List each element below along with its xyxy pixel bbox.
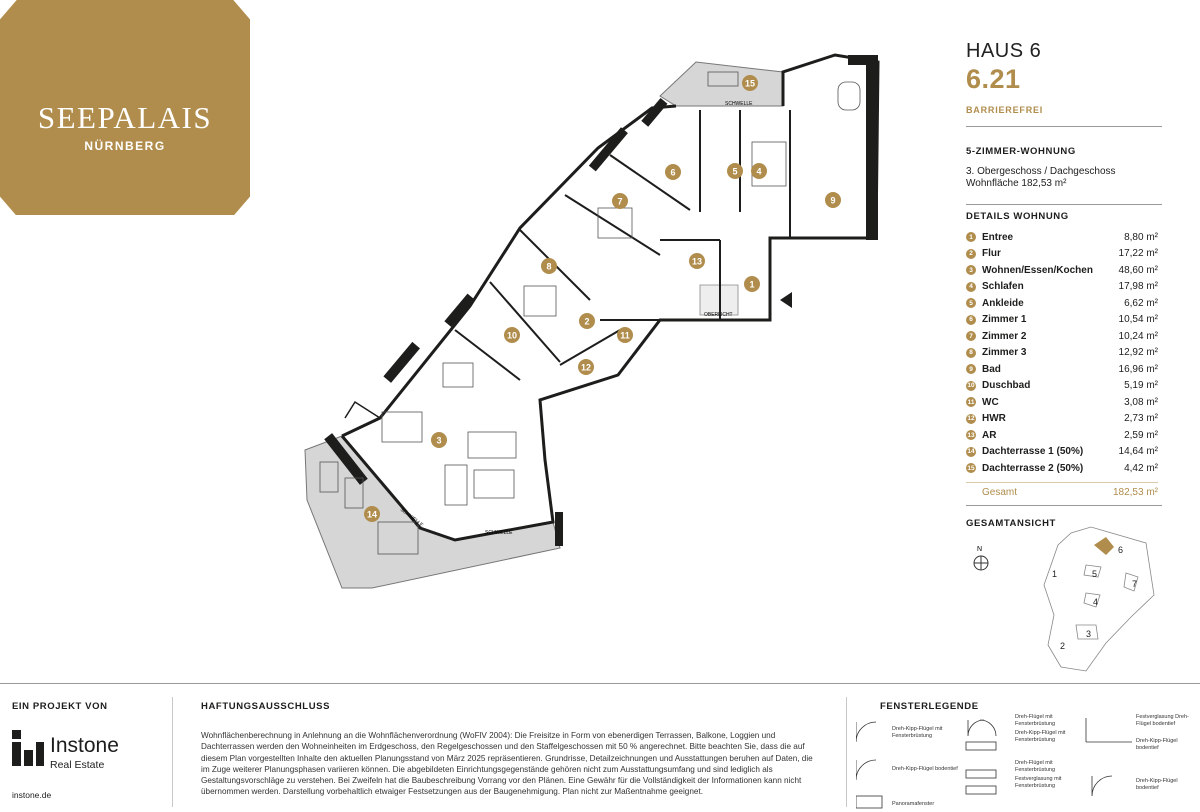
- instone-logo-icon: [12, 730, 44, 766]
- unit-number: 6.21: [966, 64, 1021, 94]
- legend-m2: Dreh-Kipp-Flügel mit Fensterbrüstung: [1015, 730, 1066, 743]
- project-heading: EIN PROJEKT VON: [12, 701, 108, 712]
- svg-text:7: 7: [1132, 579, 1138, 589]
- room-name: Wohnen/Essen/Kochen: [982, 264, 1093, 276]
- room-name: Zimmer 1: [982, 314, 1027, 326]
- room-name: Schlafen: [982, 281, 1024, 293]
- room-name: Entree: [982, 231, 1014, 243]
- details-heading: DETAILS WOHNUNG: [966, 211, 1069, 222]
- accessibility-label: BARRIEREFREI: [966, 105, 1044, 115]
- svg-text:6: 6: [670, 167, 676, 178]
- disclaimer-heading: HAFTUNGSAUSSCHLUSS: [201, 701, 331, 712]
- north-label: N: [977, 546, 983, 553]
- room-list: [966, 229, 1158, 477]
- total-area: 182,53 m²: [1112, 487, 1158, 498]
- room-number-badge: 14: [967, 448, 975, 456]
- room-area: 4,42 m²: [1124, 462, 1158, 474]
- label-oberlicht: OBERLICHT: [704, 312, 733, 318]
- room-name: HWR: [982, 413, 1006, 425]
- footer-divider: [0, 683, 1200, 684]
- svg-text:1: 1: [1052, 569, 1058, 579]
- svg-text:12: 12: [580, 362, 592, 373]
- svg-text:3: 3: [1086, 629, 1092, 639]
- legend-r3: Dreh-Kipp-Flügel bodentief: [1136, 778, 1178, 791]
- disclaimer-text: Wohnflächenberechnung in Anlehnung an die Wohnflächenverordnung (WoFlV 2004): Die Freisitze in Form von ebenerdigen Terrassen, Balkone, Loggien und Dachterrassen werden den Wohneinheiten im Erdgeschoss, den Regelgeschossen und den Staffelgeschossen mit 50 % angerechnet. Bitte beachten Sie, dass die auf diesem Plan vorgestellten Inhalte den aktuellen Planungsstand von März 2025 repräsentieren. Grundrisse, Detailzeichnungen und Ausstattungen beruhen auf Daten, die im Zuge weiterer Planungsphasen variieren können. Die abgebildeten Einrichtungsgegenstände gehören nicht zum Ausstattungsumfang und sind lediglich als Gestaltungsvorschläge zu verstehen. Bei Zweifeln hat die Baubeschreibung Vorrang vor den Plänen. Eine Gewähr für die Vollständigkeit der Informationen kann nicht übernommen werden. Darstellung vorbehaltlich etwaiger Festsetzungen aus der Baugenehmigung. Plan nicht zur Maßentnahme geeignet.: [201, 731, 813, 797]
- divider: [966, 126, 1162, 127]
- label-schwelle-2: SCHWELLE: [485, 530, 513, 536]
- svg-text:4: 4: [1093, 597, 1099, 607]
- room-number-badge: 4: [966, 282, 976, 292]
- room-row: [966, 312, 1158, 329]
- room-area: 14,64 m²: [1118, 446, 1158, 458]
- site-overview-map: [966, 525, 1162, 675]
- room-name: Flur: [982, 248, 1001, 260]
- room-number-badge: 5: [966, 298, 976, 308]
- room-area: 16,96 m²: [1118, 363, 1158, 375]
- room-number-badge: 9: [966, 364, 976, 374]
- room-number-badge: 3: [966, 265, 976, 275]
- room-row: [966, 361, 1158, 378]
- label-schwelle-3: SCHWELLE: [398, 506, 425, 529]
- svg-text:4: 4: [756, 166, 762, 177]
- house-label: HAUS 6: [966, 40, 1042, 62]
- divider: [966, 204, 1162, 205]
- divider: [966, 505, 1162, 506]
- svg-text:1: 1: [749, 279, 755, 290]
- svg-text:9: 9: [830, 195, 836, 206]
- room-area: 6,62 m²: [1124, 297, 1158, 309]
- floor-info: 3. Obergeschoss / Dachgeschoss: [966, 166, 1116, 177]
- room-name: WC: [982, 396, 999, 408]
- room-name: AR: [982, 429, 997, 441]
- room-row: [966, 394, 1158, 411]
- svg-text:2: 2: [1060, 641, 1066, 651]
- room-number-badge: 8: [966, 348, 976, 358]
- svg-text:13: 13: [691, 256, 703, 267]
- room-number-badge: 1: [966, 232, 976, 242]
- legend-m1: Dreh-Flügel mit Fensterbrüstung: [1015, 714, 1056, 727]
- room-name: Dachterrasse 1 (50%): [982, 446, 1084, 458]
- legend-l2: Dreh-Kipp-Flügel bodentief: [892, 766, 958, 772]
- svg-text:3: 3: [436, 435, 442, 446]
- footer-separator: [172, 697, 173, 807]
- living-area: Wohnfläche 182,53 m²: [966, 178, 1067, 189]
- logo-name: SEEPALAIS: [37, 100, 213, 135]
- room-row: [966, 279, 1158, 296]
- svg-text:8: 8: [546, 261, 552, 272]
- room-area: 10,24 m²: [1118, 330, 1158, 342]
- company-url[interactable]: instone.de: [12, 790, 52, 800]
- label-schwelle-1: SCHWELLE: [725, 101, 753, 107]
- legend-r2: Dreh-Kipp-Flügel bodentief: [1136, 738, 1178, 751]
- room-area: 2,59 m²: [1124, 429, 1158, 441]
- room-number-badge: 10: [967, 382, 975, 390]
- room-row: [966, 262, 1158, 279]
- company-subtitle: Real Estate: [50, 759, 105, 771]
- svg-text:7: 7: [617, 196, 623, 207]
- room-area: 2,73 m²: [1124, 413, 1158, 425]
- room-area: 10,54 m²: [1118, 314, 1158, 326]
- room-name: Ankleide: [982, 297, 1024, 309]
- svg-text:11: 11: [620, 330, 630, 341]
- legend-r1: Festverglasung Dreh-Flügel bodentief: [1136, 714, 1189, 727]
- terrace-15: [660, 62, 783, 106]
- logo-city: NÜRNBERG: [84, 139, 166, 153]
- room-area: 3,08 m²: [1124, 396, 1158, 408]
- svg-text:15: 15: [744, 78, 756, 89]
- svg-text:14: 14: [366, 509, 378, 520]
- legend-l1: Dreh-Kipp-Flügel mit Fensterbrüstung: [892, 726, 943, 739]
- room-name: Duschbad: [982, 380, 1031, 392]
- room-name: Dachterrasse 2 (50%): [982, 462, 1084, 474]
- room-row: [966, 411, 1158, 428]
- room-name: Zimmer 3: [982, 347, 1027, 359]
- room-row: [966, 229, 1158, 246]
- room-row: [966, 345, 1158, 362]
- room-area: 48,60 m²: [1118, 264, 1158, 276]
- room-number-badge: 11: [967, 398, 975, 406]
- overview-heading: GESAMTANSICHT: [966, 518, 1056, 529]
- room-row: [966, 427, 1158, 444]
- svg-text:5: 5: [732, 166, 738, 177]
- svg-text:6: 6: [1118, 545, 1124, 555]
- svg-text:2: 2: [584, 316, 590, 327]
- apartment-type: 5-ZIMMER-WOHNUNG: [966, 146, 1076, 157]
- legend-m4: Festverglasung mit Fensterbrüstung: [1015, 776, 1062, 789]
- footer-separator: [846, 697, 847, 807]
- legend-l3: Panoramafenster: [892, 801, 935, 807]
- svg-text:5: 5: [1092, 569, 1098, 579]
- seepalais-logo: [0, 0, 250, 215]
- company-name: Instone: [50, 734, 119, 757]
- room-row: [966, 378, 1158, 395]
- room-number-badge: 6: [966, 315, 976, 325]
- room-area: 5,19 m²: [1124, 380, 1158, 392]
- room-name: Zimmer 2: [982, 330, 1027, 342]
- room-number-badge: 2: [966, 249, 976, 259]
- floor-plan: [290, 50, 910, 620]
- room-number-badge: 7: [966, 331, 976, 341]
- room-row: [966, 328, 1158, 345]
- room-number-badge: 15: [967, 464, 975, 472]
- room-number-badge: 13: [967, 431, 975, 439]
- total-label: Gesamt: [982, 487, 1018, 498]
- svg-text:10: 10: [506, 330, 518, 341]
- room-name: Bad: [982, 363, 1001, 375]
- room-area: 8,80 m²: [1124, 231, 1158, 243]
- room-area: 12,92 m²: [1118, 347, 1158, 359]
- legend-m3: Dreh-Flügel mit Fensterbrüstung: [1015, 760, 1056, 773]
- room-area: 17,98 m²: [1118, 281, 1158, 293]
- room-row: [966, 460, 1158, 477]
- room-area: 17,22 m²: [1118, 248, 1158, 260]
- room-row: [966, 295, 1158, 312]
- room-number-badge: 12: [967, 415, 975, 423]
- room-row: [966, 246, 1158, 263]
- total-row: [966, 482, 1158, 498]
- room-row: [966, 444, 1158, 461]
- legend-heading: FENSTERLEGENDE: [880, 701, 979, 712]
